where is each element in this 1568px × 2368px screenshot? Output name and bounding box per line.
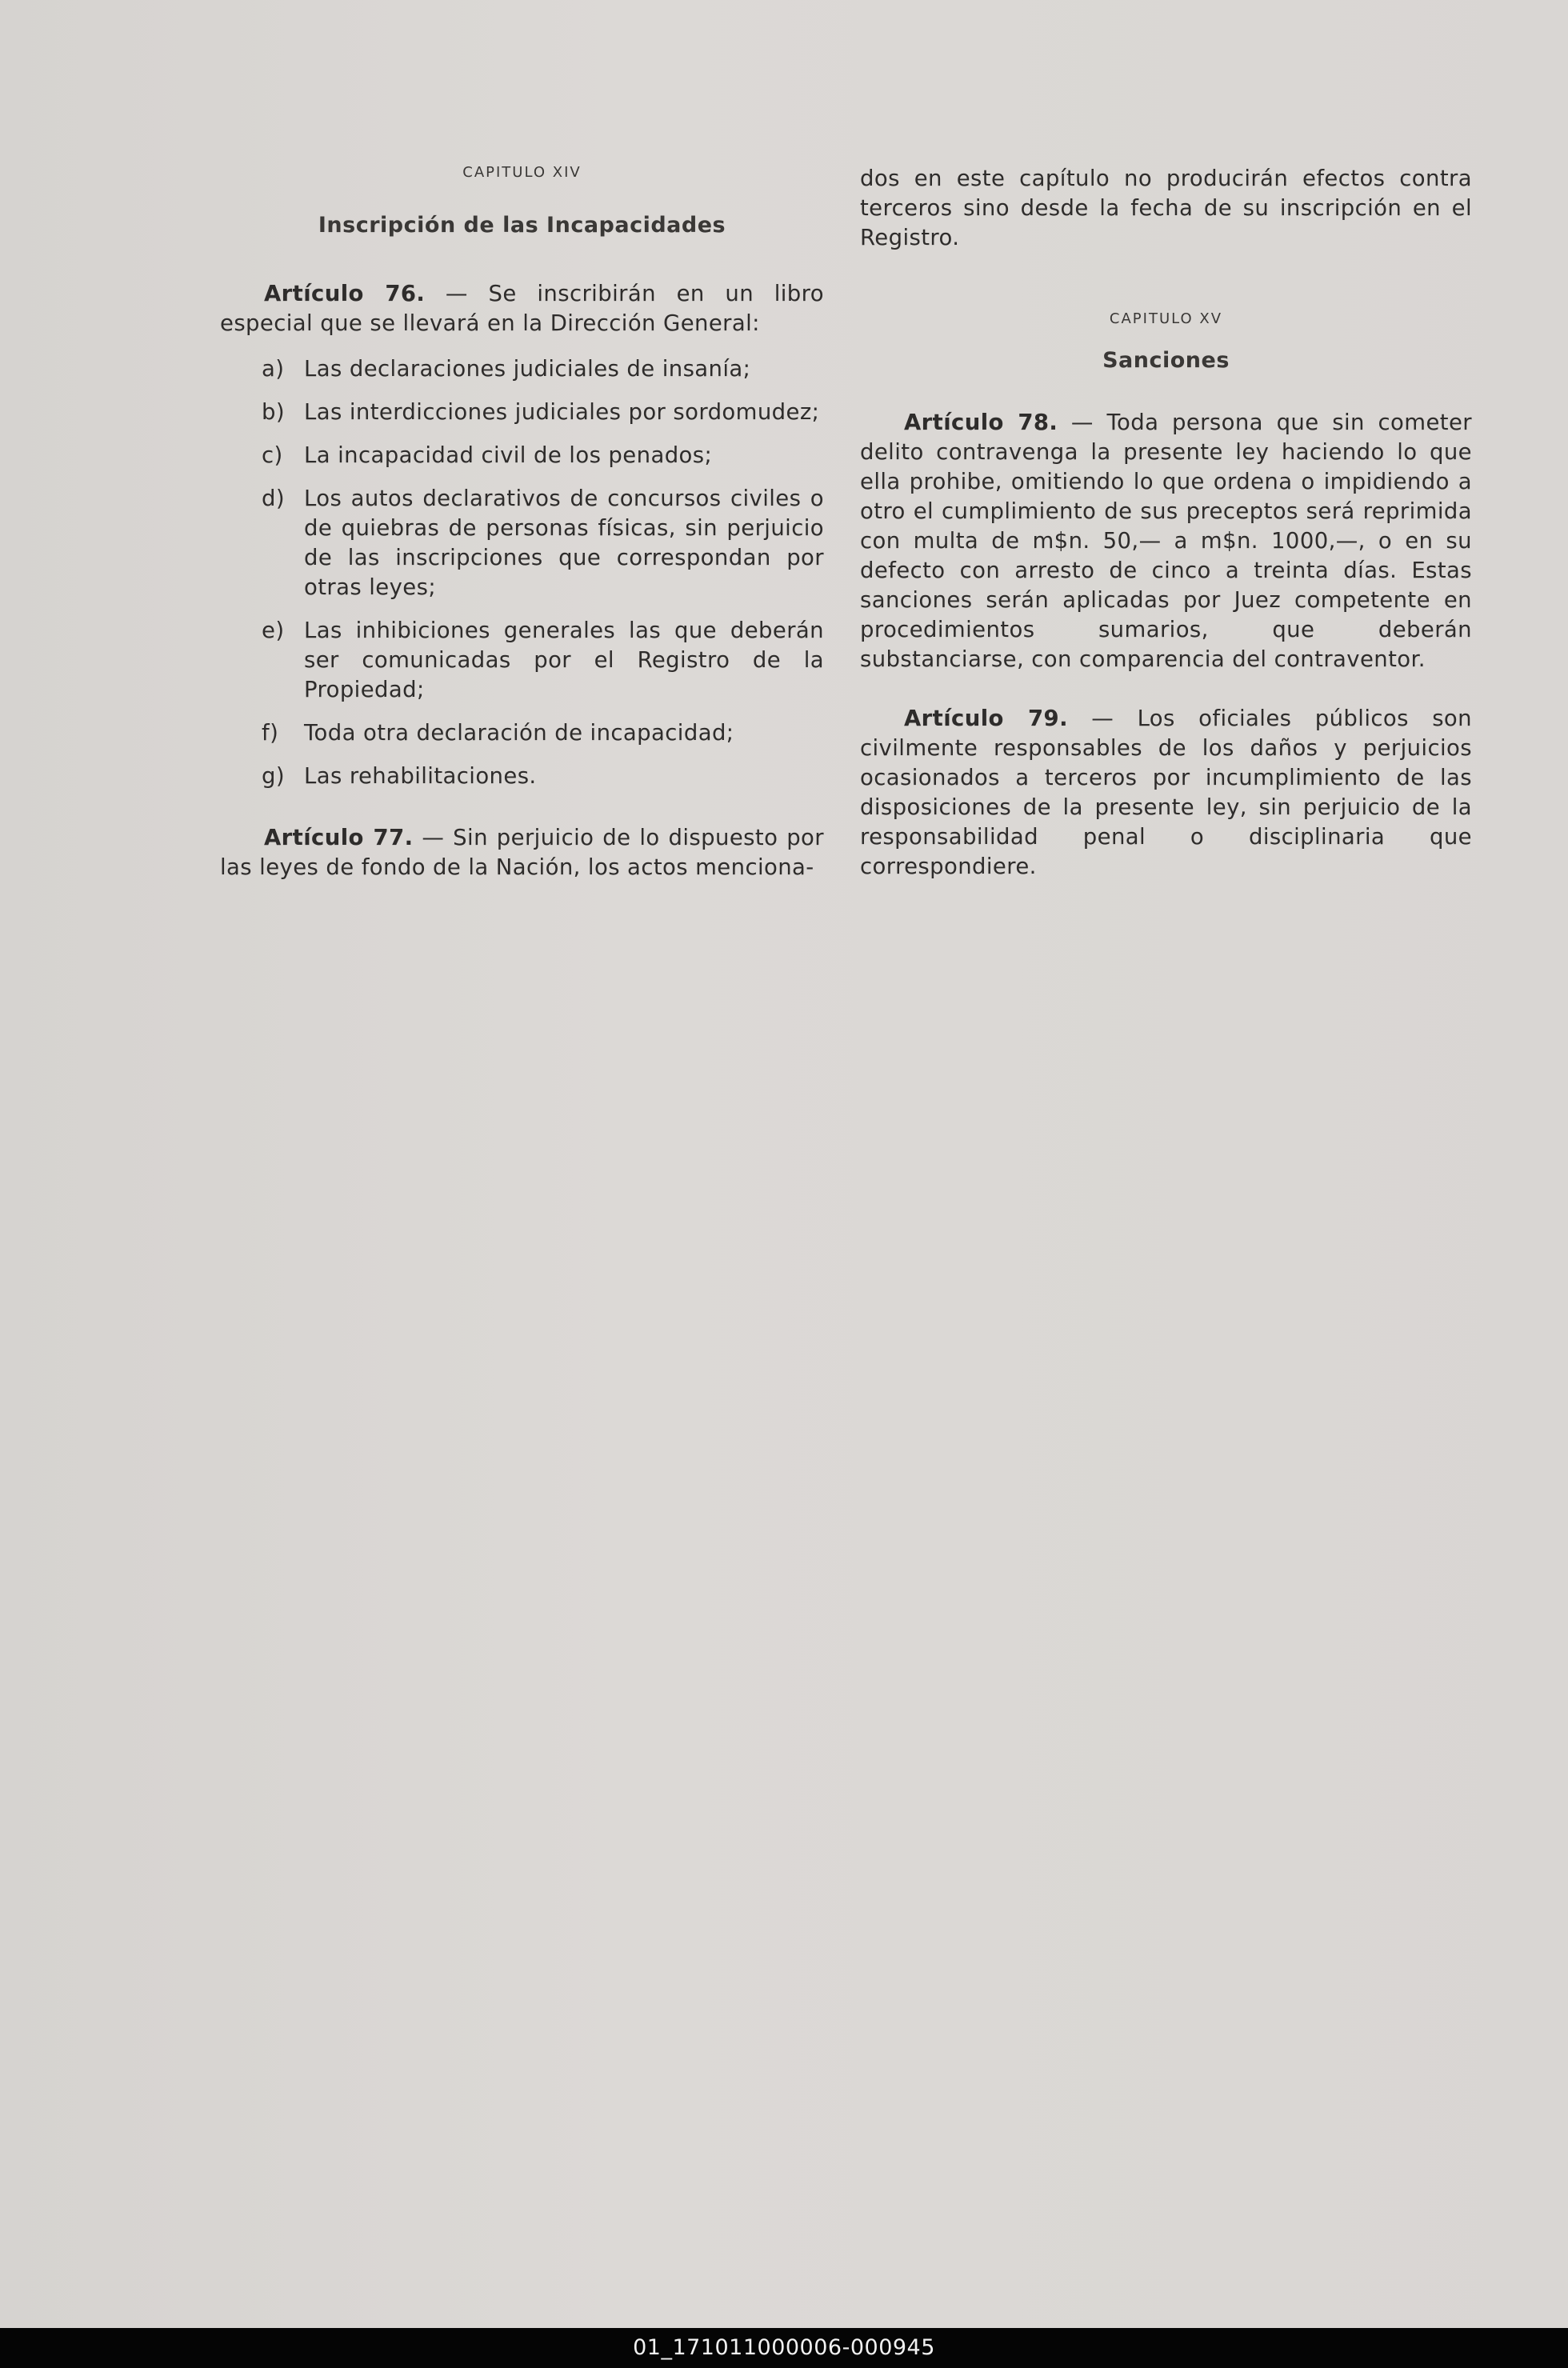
article-78 [860, 408, 1472, 674]
list-item-text: Las interdicciones judiciales por sordomudez; [304, 399, 820, 425]
list-item-mark: d) [262, 486, 285, 511]
article-79 [860, 704, 1472, 882]
article-76 [220, 279, 824, 338]
article-77-label: Artículo 77. [264, 825, 414, 850]
list-item-mark: f) [262, 720, 279, 746]
article-76-text: — Se inscribirán en un libro especial que se llevará en la Dirección General: [220, 281, 824, 336]
list-item-mark: e) [262, 618, 285, 643]
article-78-text: — Toda persona que sin cometer delito contravenga la presente ley haciendo lo que ella prohibe, omitiendo lo que ordena o impidiendo a otro el cumplimiento de sus preceptos será reprimida con multa de m$n. 50,— a m$n. 1000,—, o en su defecto con arresto de cinco a treinta días. Estas sanciones serán aplicadas por Juez competente en procedimientos sumarios, que deberán substanciarse, con comparencia del contraventor. [860, 410, 1472, 672]
list-item-mark: c) [262, 442, 283, 468]
list-item [220, 616, 824, 705]
article-79-label: Artículo 79. [904, 706, 1068, 731]
chapter-title-sanciones: Sanciones [1102, 348, 1230, 373]
list-item-mark: g) [262, 763, 285, 789]
scan-id-footer: 01_171011000006-000945 [0, 2328, 1568, 2368]
article-77-continuation: dos en este capítulo no producirán efectos contra terceros sino desde la fecha de su inscripción en el Registro. [860, 166, 1472, 250]
article-76-label: Artículo 76. [264, 281, 426, 306]
list-item-text: Los autos declarativos de concursos civiles o de quiebras de personas físicas, sin perjuicio de las inscripciones que correspondan por otras leyes; [304, 486, 824, 600]
list-item [220, 398, 824, 427]
list-item [220, 718, 824, 748]
list-item [220, 354, 824, 384]
list-item-text: Las rehabilitaciones. [304, 763, 537, 789]
list-item-mark: b) [262, 399, 285, 425]
list-item [220, 441, 824, 470]
article-78-label: Artículo 78. [904, 410, 1058, 435]
list-item-text: La incapacidad civil de los penados; [304, 442, 713, 468]
left-column [220, 164, 824, 882]
article-76-list [220, 354, 824, 791]
chapter-title-incapacidades: Inscripción de las Incapacidades [318, 213, 726, 238]
article-77 [220, 823, 824, 882]
article-79-text: — Los oficiales públicos son civilmente responsables de los daños y perjuicios ocasionados a terceros por incumplimiento de las disposiciones de la presente ley, sin perjuicio de la responsabilidad penal o disciplinaria que correspondiere. [860, 706, 1472, 879]
chapter-heading-xv: CAPITULO XV [1109, 310, 1223, 327]
list-item [220, 484, 824, 602]
right-column [860, 164, 1472, 882]
list-item-mark: a) [262, 356, 285, 382]
list-item-text: Las declaraciones judiciales de insanía; [304, 356, 751, 382]
list-item [220, 762, 824, 791]
list-item-text: Toda otra declaración de incapacidad; [304, 720, 734, 746]
list-item-text: Las inhibiciones generales las que deberán ser comunicadas por el Registro de la Propiedad; [304, 618, 824, 702]
chapter-heading-xiv: CAPITULO XIV [462, 164, 582, 181]
article-77-text: — Sin perjuicio de lo dispuesto por las leyes de fondo de la Nación, los actos menciona- [220, 825, 824, 880]
